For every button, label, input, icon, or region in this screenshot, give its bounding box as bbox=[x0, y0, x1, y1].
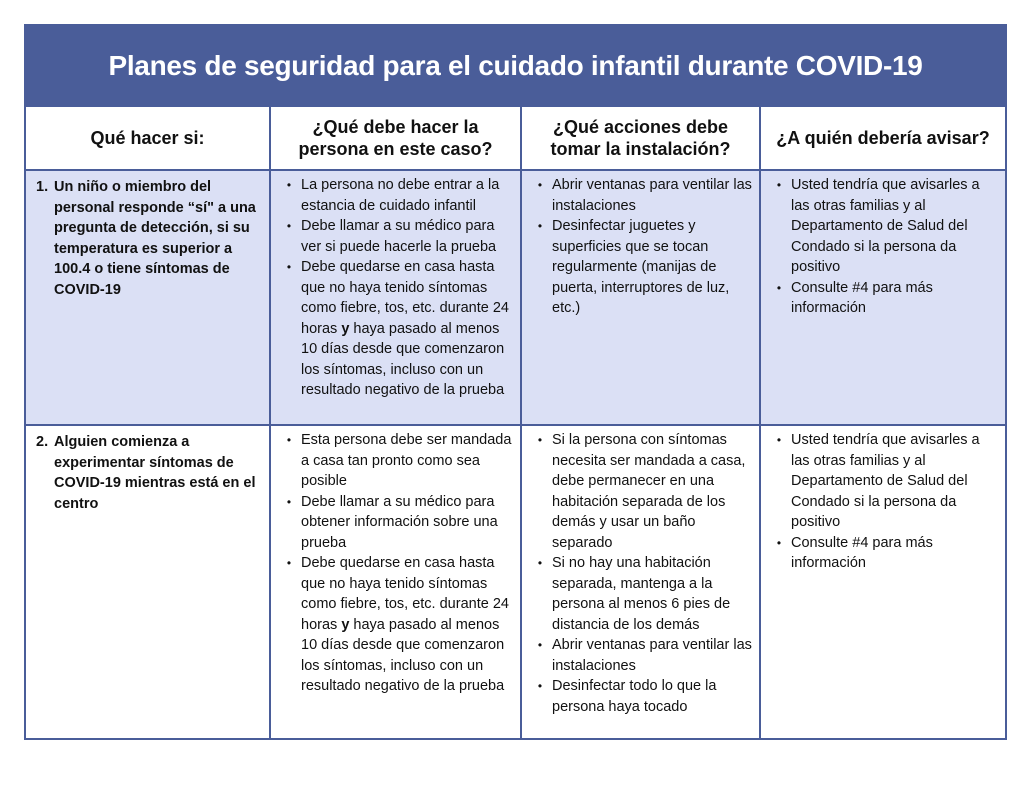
table-row bbox=[25, 425, 1006, 739]
table-row bbox=[25, 170, 1006, 425]
list-item: • Desinfectar todo lo que la persona haya tocado bbox=[528, 676, 753, 717]
list-item: • Si la persona con síntomas necesita ser mandada a casa, debe permanecer en una habitación separada de los demás y usar un baño separado bbox=[528, 430, 753, 553]
bullet-icon: • bbox=[537, 178, 543, 192]
bullet-icon: • bbox=[286, 219, 292, 233]
header-person-actions: ¿Qué debe hacer la persona en este caso? bbox=[270, 106, 521, 170]
facility-actions-cell bbox=[521, 170, 760, 425]
bullet-icon: • bbox=[776, 178, 782, 192]
bullet-icon: • bbox=[286, 260, 292, 274]
list-item: • Si no hay una habitación separada, mantenga a la persona al menos 6 pies de distancia de los demás bbox=[528, 553, 753, 635]
bullet-icon: • bbox=[537, 433, 543, 447]
bullet-list bbox=[528, 175, 753, 319]
bullet-icon: • bbox=[537, 638, 543, 652]
notify-cell bbox=[760, 170, 1006, 425]
header-notify: ¿A quién debería avisar? bbox=[760, 106, 1006, 170]
bullet-list bbox=[767, 175, 999, 319]
list-item: • Usted tendría que avisarles a las otras familias y al Departamento de Salud del Condado si la persona da positivo bbox=[767, 430, 999, 533]
header-facility-actions: ¿Qué acciones debe tomar la instalación? bbox=[521, 106, 760, 170]
bullet-list bbox=[767, 430, 999, 574]
list-item: • Consulte #4 para más información bbox=[767, 278, 999, 319]
notify-cell bbox=[760, 425, 1006, 739]
list-item: • Abrir ventanas para ventilar las instalaciones bbox=[528, 635, 753, 676]
list-item: • Abrir ventanas para ventilar las instalaciones bbox=[528, 175, 753, 216]
situation-text: Alguien comienza a experimentar síntomas de COVID-19 mientras está en el centro bbox=[54, 434, 256, 512]
safety-plan-table bbox=[24, 24, 1007, 740]
bullet-icon: • bbox=[537, 556, 543, 570]
situation-text: Un niño o miembro del personal responde “sí" a una pregunta de detección, si su temperatura es superior a 100.4 o tiene síntomas de COVID-19 bbox=[54, 179, 256, 298]
bullet-icon: • bbox=[286, 433, 292, 447]
person-actions-cell bbox=[270, 425, 521, 739]
bullet-icon: • bbox=[286, 494, 292, 509]
row-number: 1. bbox=[36, 179, 49, 195]
bullet-list bbox=[277, 430, 514, 697]
person-actions-cell bbox=[270, 170, 521, 425]
list-item: • Debe llamar a su médico para obtener información sobre una prueba bbox=[277, 492, 514, 554]
bullet-icon: • bbox=[776, 535, 782, 550]
list-item: • Debe quedarse en casa hasta que no haya tenido síntomas como fiebre, tos, etc. durante 24 horas y haya pasado al menos 10 días desde que comenzaron los síntomas, incluso con un resultado negativo de la prueba bbox=[277, 553, 514, 697]
bullet-icon: • bbox=[537, 679, 543, 693]
facility-actions-cell bbox=[521, 425, 760, 739]
bullet-list bbox=[277, 175, 514, 401]
list-item: • Usted tendría que avisarles a las otras familias y al Departamento de Salud del Condado si la persona da positivo bbox=[767, 175, 999, 278]
header-what-if: Qué hacer si: bbox=[25, 106, 270, 170]
emphasis-and: y bbox=[341, 320, 350, 337]
emphasis-and: y bbox=[341, 616, 350, 633]
document-title: Planes de seguridad para el cuidado infantil durante COVID-19 bbox=[25, 25, 1006, 106]
situation-cell bbox=[25, 425, 270, 739]
bullet-icon: • bbox=[286, 178, 292, 192]
situation-cell bbox=[25, 170, 270, 425]
bullet-icon: • bbox=[776, 433, 782, 447]
list-item: • Desinfectar juguetes y superficies que se tocan regularmente (manijas de puerta, interruptores de luz, etc.) bbox=[528, 216, 753, 319]
list-item: • Consulte #4 para más información bbox=[767, 533, 999, 574]
list-item: • La persona no debe entrar a la estancia de cuidado infantil bbox=[277, 175, 514, 216]
bullet-icon: • bbox=[286, 556, 292, 570]
list-item: • Debe llamar a su médico para ver si puede hacerle la prueba bbox=[277, 216, 514, 257]
row-number: 2. bbox=[36, 434, 49, 450]
bullet-icon: • bbox=[776, 280, 782, 295]
list-item: • Debe quedarse en casa hasta que no haya tenido síntomas como fiebre, tos, etc. durante 24 horas y haya pasado al menos 10 días desde que comenzaron los síntomas, incluso con un resultado negativo de la prueba bbox=[277, 257, 514, 401]
bullet-icon: • bbox=[537, 219, 543, 233]
list-item: • Esta persona debe ser mandada a casa tan pronto como sea posible bbox=[277, 430, 514, 492]
bullet-list bbox=[528, 430, 753, 717]
